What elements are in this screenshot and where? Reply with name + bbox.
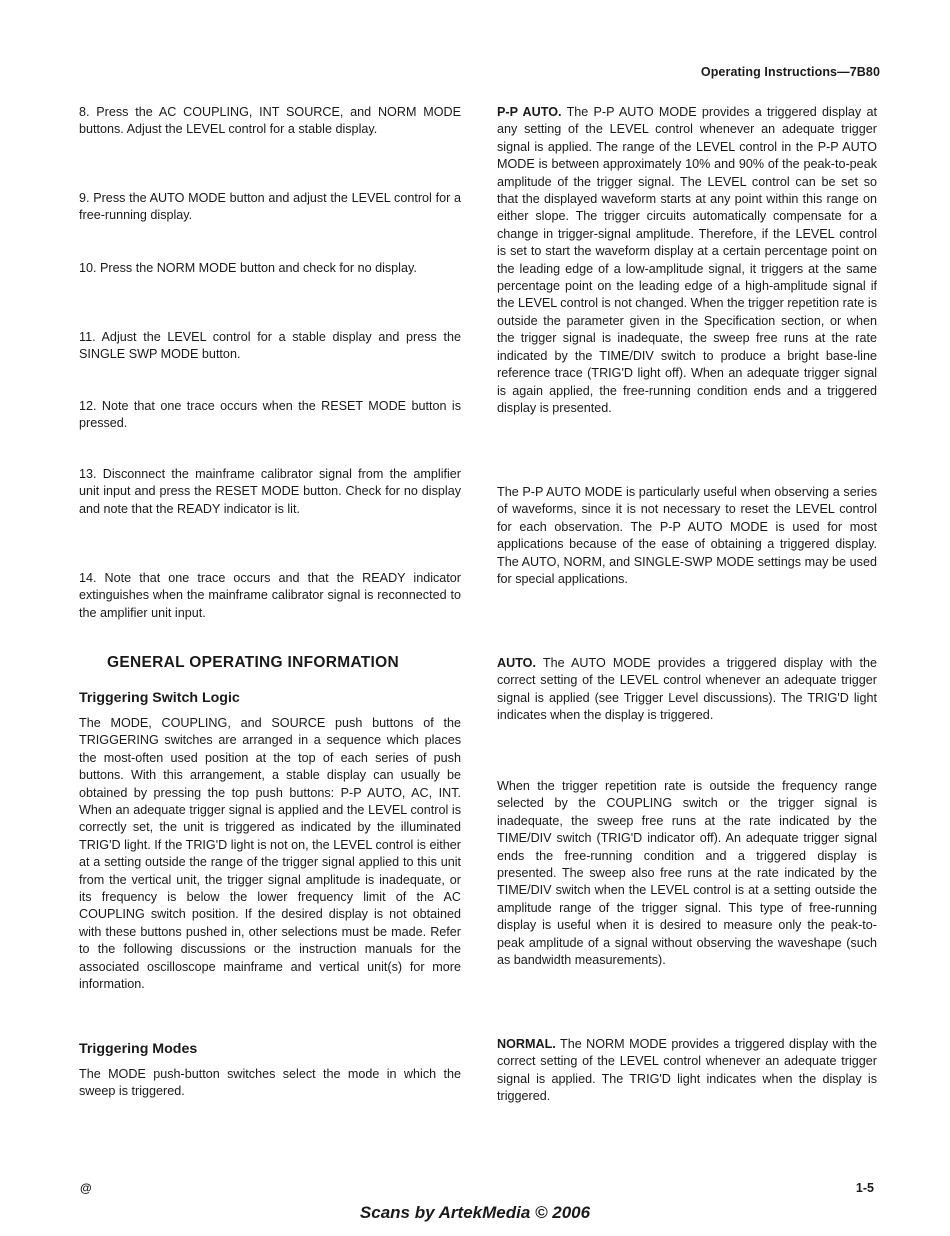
pp-auto-body: The P-P AUTO MODE provides a triggered display at any setting of the LEVEL control whenever an adequate trigger signal is applied. The range of the LEVEL control in the P-P AUTO MODE is between approximately 10% and 90% of the peak-to-peak amplitude of the trigger signal. The LEVEL control can be set so that the displayed waveform starts at any point within this range on either slope. The trigger circuits automatically compensate for a change in trigger-signal amplitude. Therefore, if the LEVEL control is set to start the waveform display at a certain percentage point on the leading edge of a low-amplitude signal, it triggers at the same percentage point on the leading edge of a high-amplitude signal if the LEVEL control is not changed. When the trigger repetition rate is outside the parameter given in the Specification section, or when the trigger signal is inadequate, the sweep free runs at the rate indicated by the TIME/DIV switch to produce a bright base-line reference trace (TRIG'D light off). When an adequate trigger signal is again applied, the free-running condition ends and a triggered display is presented. [497, 105, 877, 415]
step-13: 13. Disconnect the mainframe calibrator signal from the amplifier unit input and press the RESET MODE button. Check for no display and note that the READY indicator is lit. [79, 467, 461, 516]
switch-logic-heading: Triggering Switch Logic [79, 690, 240, 706]
normal-lead: NORMAL. [497, 1037, 556, 1051]
normal-body: The NORM MODE provides a triggered display with the correct setting of the LEVEL control whenever an adequate trigger signal is applied. The TRIG'D light indicates when the display is triggered. [497, 1037, 877, 1104]
step-8: 8. Press the AC COUPLING, INT SOURCE, and NORM MODE buttons. Adjust the LEVEL control for a stable display. [79, 105, 461, 137]
pp-auto-paragraph-2: The P-P AUTO MODE is particularly useful when observing a series of waveforms, since it is not necessary to reset the LEVEL control for each observation. The P-P AUTO MODE is used for most applications because of the ease of obtaining a triggered display. The AUTO, NORM, and SINGLE-SWP MODE settings may be used for special applications. [497, 485, 877, 587]
auto-paragraph [497, 655, 877, 725]
triggering-modes-body: The MODE push-button switches select the mode in which the sweep is triggered. [79, 1067, 461, 1099]
normal-paragraph [497, 1036, 877, 1106]
triggering-modes-heading: Triggering Modes [79, 1041, 198, 1057]
auto-paragraph-2: When the trigger repetition rate is outside the frequency range selected by the COUPLING switch or the trigger signal is inadequate, the sweep free runs at the rate indicated by the TIME/DIV switch (TRIG'D indicator off). An adequate trigger signal ends the free-running condition and a triggered display is presented. The sweep also free runs at the rate indicated by the TIME/DIV switch when the LEVEL control is at a setting outside the amplitude range of the trigger signal. This type of free-running display is useful when it is desired to measure only the peak-to-peak amplitude of a signal without observing the waveshape (such as bandwidth measurements). [497, 779, 877, 968]
footer-mark: @ [80, 1181, 92, 1195]
auto-lead: AUTO. [497, 656, 536, 670]
running-header: Operating Instructions—7B80 [700, 65, 880, 79]
step-14: 14. Note that one trace occurs and that the READY indicator extinguishes when the mainframe calibrator signal is reconnected to the amplifier unit input. [79, 571, 461, 620]
scan-credit: Scans by ArtekMedia © 2006 [359, 1203, 591, 1222]
step-11: 11. Adjust the LEVEL control for a stable display and press the SINGLE SWP MODE button. [79, 330, 461, 362]
step-9: 9. Press the AUTO MODE button and adjust the LEVEL control for a free-running display. [79, 191, 461, 223]
pp-auto-paragraph [497, 104, 877, 417]
section-title: GENERAL OPERATING INFORMATION [107, 654, 400, 671]
step-10: 10. Press the NORM MODE button and check for no display. [79, 261, 417, 275]
switch-logic-body: The MODE, COUPLING, and SOURCE push buttons of the TRIGGERING switches are arranged in a sequence which places the most-often used position at the top of each series of push buttons. With this arrangement, a stable display can usually be obtained by pressing the top push buttons: P-P AUTO, AC, INT. When an adequate trigger signal is applied and the LEVEL control is correctly set, the unit is triggered as indicated by the illuminated TRIG'D light. If the TRIG'D light is not on, the LEVEL control is either at a setting outside the range of the trigger signal applied to this unit from the vertical unit, the trigger signal amplitude is inadequate, or its frequency is below the lower frequency limit of the AC COUPLING switch position. If the desired display is not obtained with these buttons pushed in, other selections must be made. Refer to the following discussions or the instruction manuals for the associated oscilloscope mainframe and vertical unit(s) for more information. [79, 716, 461, 992]
page-number: 1-5 [855, 1181, 874, 1195]
pp-auto-lead: P-P AUTO. [497, 105, 562, 119]
auto-body: The AUTO MODE provides a triggered display with the correct setting of the LEVEL control whenever an adequate trigger signal is applied (see Trigger Level discussions). The TRIG'D light indicates when the display is triggered. [497, 656, 877, 723]
step-12: 12. Note that one trace occurs when the RESET MODE button is pressed. [79, 399, 461, 431]
